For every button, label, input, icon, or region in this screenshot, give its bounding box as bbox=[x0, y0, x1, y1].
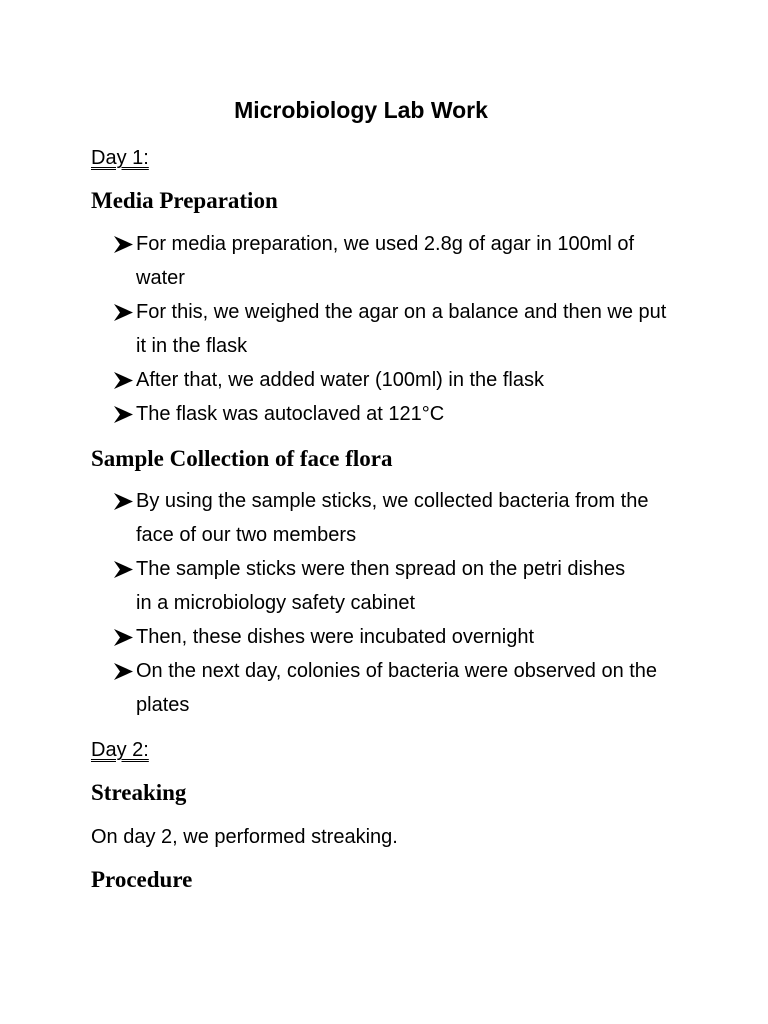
list-item-text: For media preparation, we used 2.8g of agar in 100ml of water bbox=[136, 233, 635, 289]
arrow-bullet-icon bbox=[113, 372, 133, 389]
arrow-bullet-icon bbox=[113, 236, 133, 253]
media-preparation-list bbox=[113, 227, 713, 431]
list-item-text: After that, we added water (100ml) in the flask bbox=[136, 369, 544, 391]
day-2-label: Day 2: bbox=[91, 739, 149, 761]
arrow-bullet-icon bbox=[113, 629, 133, 646]
sample-collection-list bbox=[113, 484, 713, 722]
media-preparation-heading: Media Preparation bbox=[91, 188, 278, 213]
list-item-text: Then, these dishes were incubated overnight bbox=[136, 626, 535, 648]
streaking-heading: Streaking bbox=[91, 780, 187, 805]
list-item bbox=[113, 484, 713, 552]
day-1-label: Day 1: bbox=[91, 147, 149, 169]
streaking-paragraph: On day 2, we performed streaking. bbox=[91, 826, 398, 848]
list-item bbox=[113, 363, 713, 397]
list-item-text: For this, we weighed the agar on a balance and then we put it in the flask bbox=[136, 301, 667, 357]
arrow-bullet-icon bbox=[113, 561, 133, 578]
arrow-bullet-icon bbox=[113, 304, 133, 321]
arrow-bullet-icon bbox=[113, 406, 133, 423]
list-item bbox=[113, 620, 713, 654]
arrow-bullet-icon bbox=[113, 493, 133, 510]
list-item bbox=[113, 227, 713, 295]
list-item bbox=[113, 295, 713, 363]
arrow-bullet-icon bbox=[113, 663, 133, 680]
list-item-text: The flask was autoclaved at 121°C bbox=[136, 403, 445, 425]
list-item bbox=[113, 654, 713, 722]
document-title: Microbiology Lab Work bbox=[234, 97, 488, 123]
list-item-text: On the next day, colonies of bacteria were observed on the plates bbox=[136, 660, 658, 716]
sample-collection-heading: Sample Collection of face flora bbox=[91, 446, 393, 471]
list-item-text: By using the sample sticks, we collected bacteria from the face of our two members bbox=[136, 490, 649, 546]
list-item bbox=[113, 552, 713, 620]
list-item bbox=[113, 397, 713, 431]
list-item-text: The sample sticks were then spread on the petri dishes in a microbiology safety cabinet bbox=[136, 558, 626, 614]
procedure-heading: Procedure bbox=[91, 867, 193, 892]
